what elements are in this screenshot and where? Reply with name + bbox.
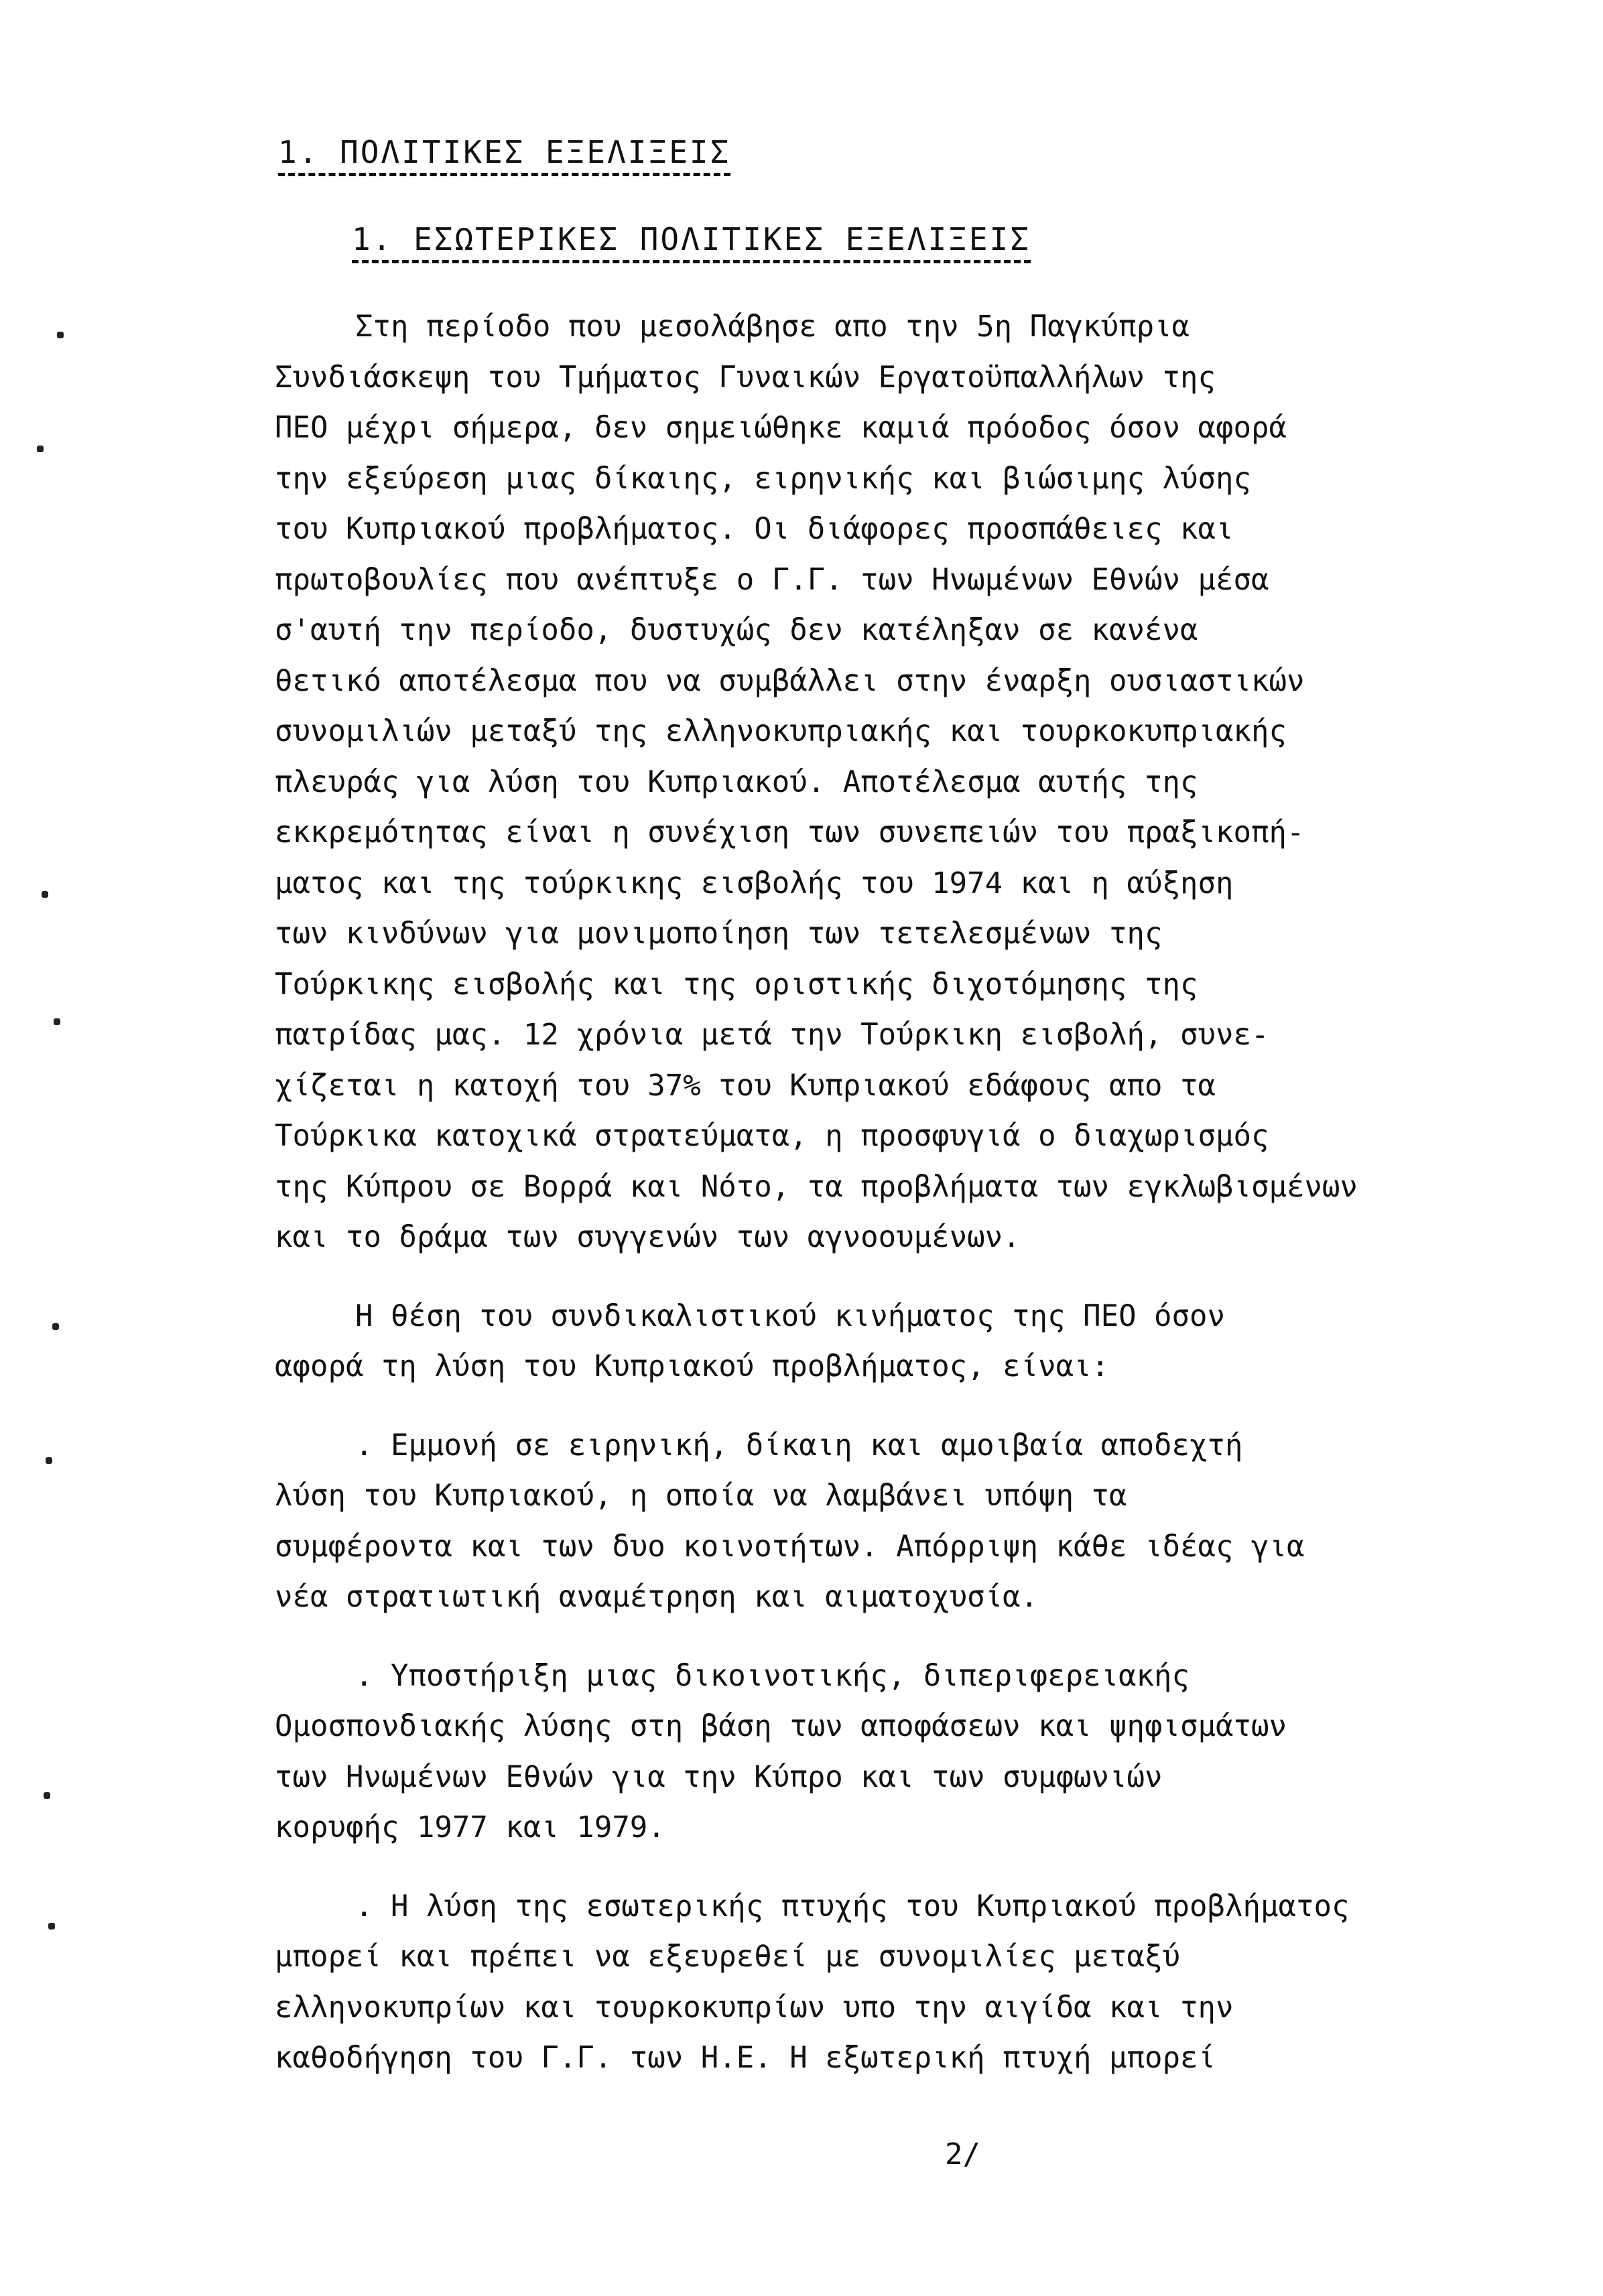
text-line: Συνδιάσκεψη του Τμήματος Γυναικών Εργατοϋπαλλήλων της [275,360,1216,395]
scan-speck [46,1457,52,1464]
text-line: της Κύπρου σε Βορρά και Νότο, τα προβλήματα των εγκλωβισμένων [275,1169,1358,1204]
paragraph-intro [275,301,1501,1263]
scan-speck [42,891,48,898]
bullet-point-1 [275,1420,1501,1623]
subsection-heading: 1. ΕΣΩΤΕΡΙΚΕΣ ΠΟΛΙΤΙΚΕΣ ΕΞΕΛΙΞΕΙΣ [352,221,1031,257]
scan-speck [57,332,64,338]
text-line: νέα στρατιωτική αναμέτρηση και αιματοχυσία. [275,1580,1039,1614]
text-line: σ'αυτή την περίοδο, δυστυχώς δεν κατέληξαν σε κανένα [275,613,1198,647]
text-line: Η θέση του συνδικαλιστικού κινήματος της ΠΕΟ όσον [355,1298,1226,1333]
text-line: . Υποστήριξη μιας δικοινοτικής, διπεριφερειακής [355,1658,1190,1693]
text-line: του Κυπριακού προβλήματος. Οι διάφορες προσπάθειες και [275,512,1234,546]
text-line: των κινδύνων για μονιμοποίηση των τετελεσμένων της [275,917,1163,951]
bullet-point-3 [275,1881,1501,2084]
document-body [275,301,1501,2084]
scan-speck [48,1923,55,1930]
text-line: ελληνοκυπρίων και τουρκοκυπρίων υπο την αιγίδα και την [275,1990,1234,2025]
text-line: και το δράμα των συγγενών των αγνοουμένων. [275,1220,1021,1254]
text-line: . Εμμονή σε ειρηνική, δίκαιη και αμοιβαία αποδεχτή [355,1428,1243,1463]
text-line: πλευράς για λύση του Κυπριακού. Αποτέλεσμα αυτής της [275,764,1198,799]
text-line: των Ηνωμένων Εθνών για την Κύπρο και των συμφωνιών [275,1759,1163,1794]
paragraph-position [275,1291,1501,1392]
section-heading: 1. ΠΟΛΙΤΙΚΕΣ ΕΞΕΛΙΞΕΙΣ [278,134,730,170]
text-line: συνομιλιών μεταξύ της ελληνοκυπριακής και τουρκοκυπριακής [275,714,1287,748]
text-line: θετικό αποτέλεσμα που να συμβάλλει στην έναρξη ουσιαστικών [275,663,1305,698]
text-line: κορυφής 1977 και 1979. [275,1810,665,1844]
text-line: ματος και της τούρκικης εισβολής του 1974 και η αύξηση [275,866,1234,900]
text-line: χίζεται η κατοχή του 37% του Κυπριακού εδάφους απο τα [275,1068,1216,1103]
bullet-point-2 [275,1651,1501,1853]
text-line: Τούρκικα κατοχικά στρατεύματα, η προσφυγιά ο διαχωρισμός [275,1119,1269,1153]
text-line: πρωτοβουλίες που ανέπτυξε ο Γ.Γ. των Ηνωμένων Εθνών μέσα [275,562,1269,597]
text-line: Στη περίοδο που μεσολάβησε απο την 5η Παγκύπρια [355,310,1190,344]
scan-speck [37,446,44,452]
text-line: ΠΕΟ μέχρι σήμερα, δεν σημειώθηκε καμιά πρόοδος όσον αφορά [275,411,1287,445]
text-line: αφορά τη λύση του Κυπριακού προβλήματος, είναι: [275,1349,1110,1383]
text-line: πατρίδας μας. 12 χρόνια μετά την Τούρκικη εισβολή, συνε- [275,1018,1269,1052]
page-number: 2/ [945,2137,980,2171]
text-line: . Η λύση της εσωτερικής πτυχής του Κυπριακού προβλήματος [355,1889,1350,1923]
text-line: Τούρκικης εισβολής και της οριστικής διχοτόμησης της [275,967,1198,1002]
scan-speck [54,1018,60,1025]
text-line: καθοδήγηση του Γ.Γ. των Η.Ε. Η εξωτερική πτυχή μπορεί [275,2041,1216,2075]
text-line: λύση του Κυπριακού, η οποία να λαμβάνει υπόψη τα [275,1479,1127,1513]
text-line: μπορεί και πρέπει να εξευρεθεί με συνομιλίες μεταξύ [275,1940,1181,1974]
text-line: εκκρεμότητας είναι η συνέχιση των συνεπειών του πραξικοπή- [275,815,1305,850]
scan-speck [44,1792,50,1799]
scan-speck [52,1323,59,1330]
text-line: Ομοσπονδιακής λύσης στη βάση των αποφάσεων και ψηφισμάτων [275,1709,1287,1743]
text-line: την εξεύρεση μιας δίκαιης, ειρηνικής και βιώσιμης λύσης [275,461,1251,496]
text-line: συμφέροντα και των δυο κοινοτήτων. Απόρριψη κάθε ιδέας για [275,1529,1305,1564]
